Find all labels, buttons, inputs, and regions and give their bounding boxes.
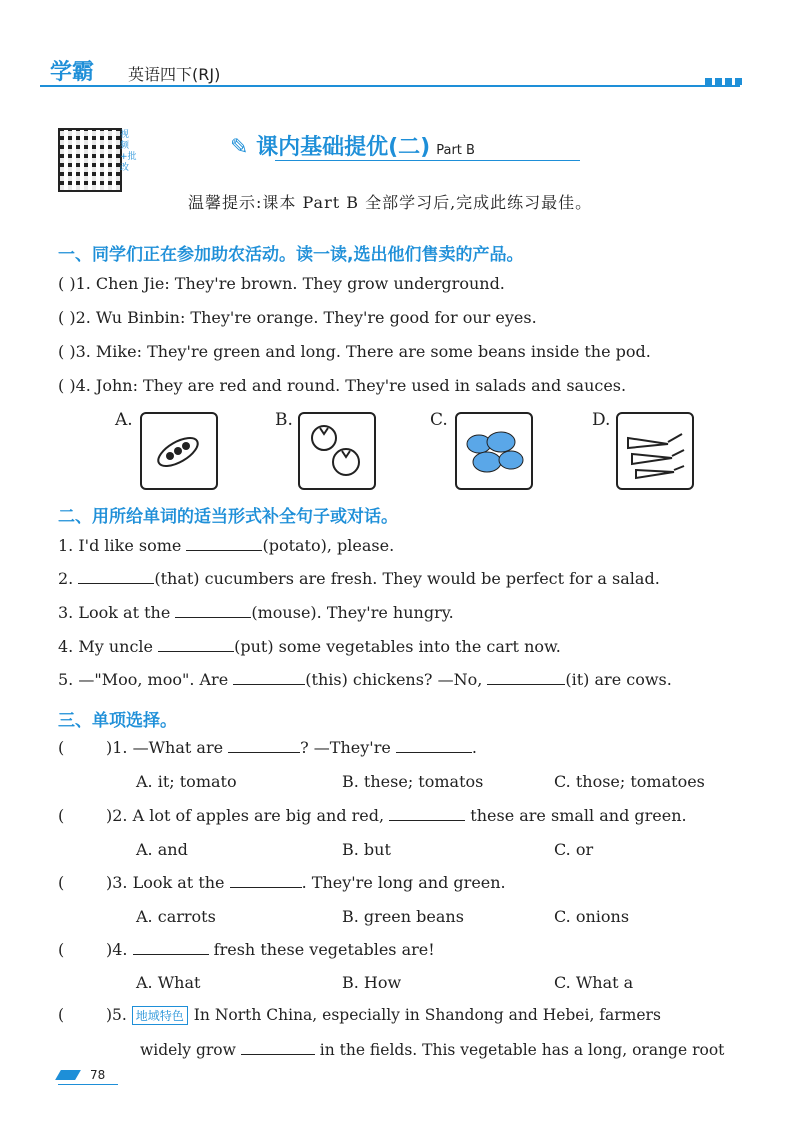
option: C. those; tomatoes [554, 772, 705, 791]
section3-heading: 三、单项选择。 [58, 711, 177, 731]
answer-blank[interactable] [175, 603, 251, 618]
s3-q2: ( )2. A lot of apples are big and red, these are small and green. [58, 806, 687, 825]
option: B. green beans [342, 907, 464, 926]
pic-a-letter: A. [115, 410, 133, 430]
section2-heading: 二、用所给单词的适当形式补全句子或对话。 [58, 507, 398, 527]
tomatoes-icon [298, 412, 376, 490]
answer-blank[interactable] [186, 536, 262, 551]
carrots-icon [616, 412, 694, 490]
page-title: ✎ 课内基础提优(二) Part B [230, 135, 475, 160]
option: B. these; tomatos [342, 772, 484, 791]
answer-blank[interactable] [228, 738, 300, 753]
option: A. it; tomato [136, 772, 237, 791]
pic-d-letter: D. [592, 410, 611, 430]
option: A. carrots [136, 907, 216, 926]
answer-blank[interactable] [233, 670, 305, 685]
option: A. What [136, 973, 201, 992]
subject-label: 英语四下(RJ) [128, 65, 221, 84]
header-divider [40, 85, 740, 87]
s2-item: 3. Look at the (mouse). They're hungry. [58, 603, 454, 622]
answer-blank[interactable] [396, 738, 472, 753]
s3-q3: ( )3. Look at the . They're long and green. [58, 873, 506, 892]
answer-blank[interactable] [230, 873, 302, 888]
page-number: 78 [90, 1068, 106, 1082]
pic-c-letter: C. [430, 410, 448, 430]
answer-blank[interactable] [133, 940, 209, 955]
pencil-icon [55, 1070, 81, 1080]
region-tag: 地域特色 [132, 1006, 188, 1025]
s2-item: 4. My uncle (put) some vegetables into the cart now. [58, 637, 561, 656]
answer-blank[interactable] [487, 670, 565, 685]
s1-item: ( )3. Mike: They're green and long. There are some beans inside the pod. [58, 342, 651, 361]
answer-blank[interactable] [241, 1040, 315, 1055]
qr-code-icon[interactable] [58, 128, 122, 192]
s1-item: ( )2. Wu Binbin: They're orange. They're good for our eyes. [58, 308, 537, 327]
edit-icon: ✎ [230, 135, 257, 160]
brand-logo: 学霸 [50, 60, 95, 85]
s2-item: 2. (that) cucumbers are fresh. They would be perfect for a salad. [58, 569, 660, 588]
option: C. What a [554, 973, 634, 992]
option: B. How [342, 973, 402, 992]
title-underline [275, 160, 580, 161]
part-label: Part B [436, 143, 475, 158]
answer-blank[interactable] [389, 806, 465, 821]
s3-q1: ( )1. —What are ? —They're . [58, 738, 477, 757]
pic-b-letter: B. [275, 410, 293, 430]
option: C. onions [554, 907, 630, 926]
potatoes-icon [455, 412, 533, 490]
green-beans-icon [140, 412, 218, 490]
s1-item: ( )4. John: They are red and round. They're used in salads and sauces. [58, 376, 627, 395]
tip-text: 温馨提示:课本 Part B 全部学习后,完成此练习最佳。 [188, 193, 593, 212]
option: A. and [136, 840, 188, 859]
s3-q5: ( )5. 地域特色 In North China, especially in Shandong and Hebei, farmers [58, 1006, 661, 1024]
option: C. or [554, 840, 594, 859]
section1-heading: 一、同学们正在参加助农活动。读一读,选出他们售卖的产品。 [58, 245, 524, 265]
s1-item: ( )1. Chen Jie: They're brown. They grow underground. [58, 274, 505, 293]
answer-blank[interactable] [158, 637, 234, 652]
s2-item: 5. —"Moo, moo". Are (this) chickens? —No, (it) are cows. [58, 670, 672, 689]
qr-side-text: 视频+批改 [120, 130, 137, 173]
s2-item: 1. I'd like some (potato), please. [58, 536, 395, 555]
option: B. but [342, 840, 391, 859]
s3-q5-line2: widely grow in the fields. This vegetable has a long, orange root [140, 1041, 725, 1059]
answer-blank[interactable] [78, 569, 154, 584]
footer-divider [58, 1084, 118, 1085]
s3-q4: ( )4. fresh these vegetables are! [58, 940, 435, 959]
